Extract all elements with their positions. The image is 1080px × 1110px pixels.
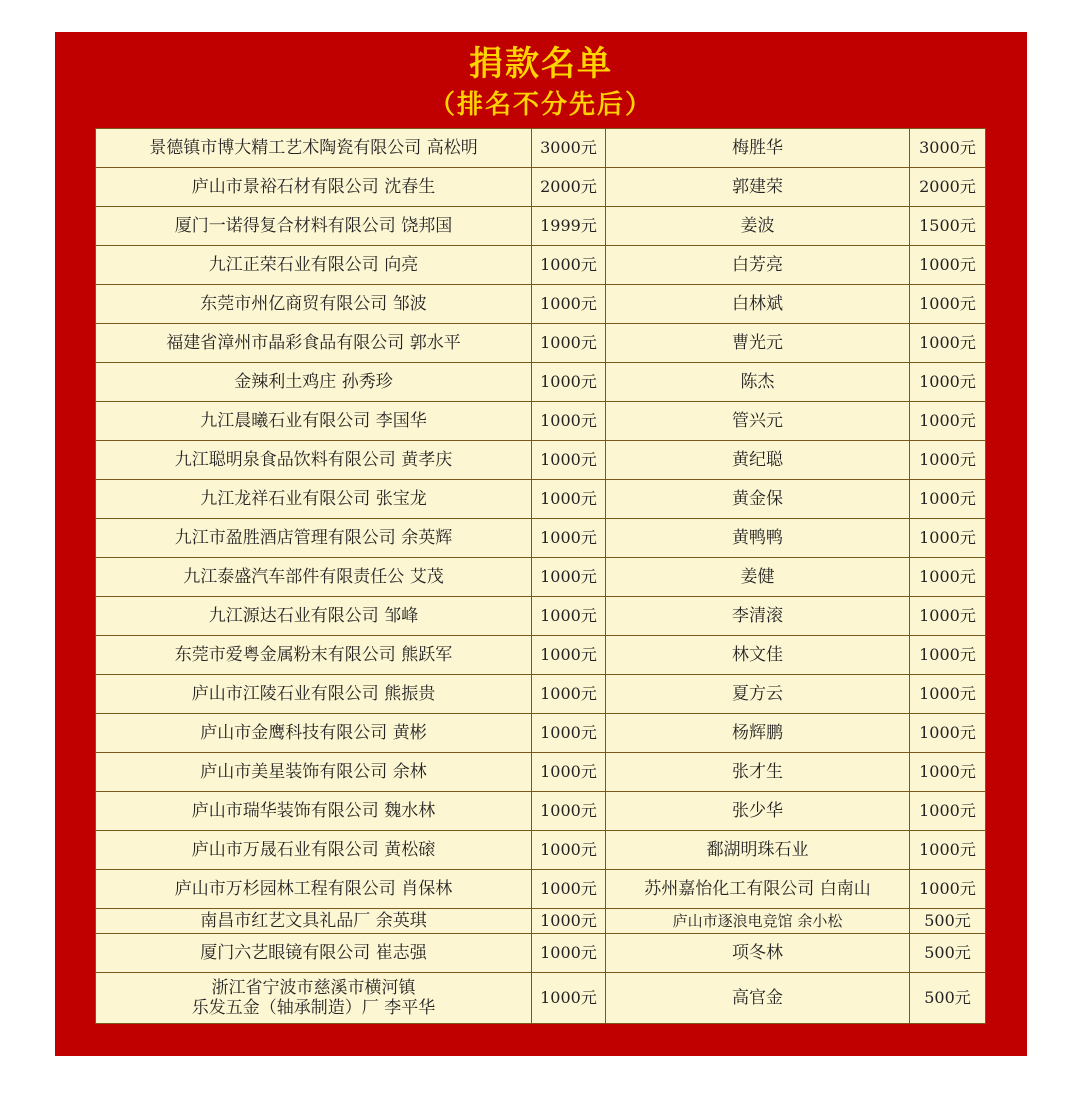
table-row: [96, 168, 986, 207]
table-row: [96, 441, 986, 480]
donation-amount-right: 1000元: [910, 246, 986, 285]
donation-amount-left: 1000元: [532, 597, 606, 636]
donor-name-left: 庐山市景裕石材有限公司 沈春生: [96, 168, 532, 207]
donation-amount-right: 1000元: [910, 870, 986, 909]
donation-board: [55, 32, 1027, 1056]
table-row: [96, 207, 986, 246]
donor-name-right: 林文佳: [606, 636, 910, 675]
page-title: 捐款名单: [469, 44, 613, 84]
table-row: [96, 402, 986, 441]
donation-amount-left: 1000元: [532, 363, 606, 402]
donor-name-right: 苏州嘉怡化工有限公司 白南山: [606, 870, 910, 909]
table-row: [96, 973, 986, 1024]
donation-amount-left: 1000元: [532, 714, 606, 753]
table-row: [96, 636, 986, 675]
donor-name-right: 黄纪聪: [606, 441, 910, 480]
donation-amount-left: 1000元: [532, 324, 606, 363]
table-row: [96, 597, 986, 636]
donor-name-left: 金辣利土鸡庄 孙秀珍: [96, 363, 532, 402]
donor-name-left: 九江晨曦石业有限公司 李国华: [96, 402, 532, 441]
donation-amount-left: 1000元: [532, 441, 606, 480]
donation-amount-right: 1000元: [910, 675, 986, 714]
donor-name-right: 管兴元: [606, 402, 910, 441]
donor-name-left: 庐山市瑞华装饰有限公司 魏水林: [96, 792, 532, 831]
donation-amount-right: 1000元: [910, 324, 986, 363]
donor-name-left: 东莞市州亿商贸有限公司 邹波: [96, 285, 532, 324]
table-row: [96, 519, 986, 558]
table-row: [96, 480, 986, 519]
donor-name-left-line1: 浙江省宁波市慈溪市横河镇: [211, 978, 416, 998]
donation-amount-right: 1000元: [910, 636, 986, 675]
table-row: [96, 934, 986, 973]
donor-name-left: 九江泰盛汽车部件有限责任公 艾茂: [96, 558, 532, 597]
donor-name-right: 鄱湖明珠石业: [606, 831, 910, 870]
donor-name-right: 黄金保: [606, 480, 910, 519]
donor-name-right: 白林斌: [606, 285, 910, 324]
donation-amount-left: 1000元: [532, 675, 606, 714]
donor-name-left: 九江源达石业有限公司 邹峰: [96, 597, 532, 636]
donor-name-left: 庐山市万杉园林工程有限公司 肖保林: [96, 870, 532, 909]
table-row: [96, 558, 986, 597]
table-row: [96, 285, 986, 324]
donation-amount-left: 2000元: [532, 168, 606, 207]
page-subtitle: （排名不分先后）: [428, 90, 653, 120]
donation-amount-left: 1000元: [532, 558, 606, 597]
donor-name-right: 庐山市逐浪电竞馆 余小松: [606, 909, 910, 934]
table-row: [96, 753, 986, 792]
donor-name-left: 福建省漳州市晶彩食品有限公司 郭水平: [96, 324, 532, 363]
donor-name-left: 庐山市江陵石业有限公司 熊振贵: [96, 675, 532, 714]
table-row: [96, 363, 986, 402]
donation-amount-right: 1000元: [910, 753, 986, 792]
donation-amount-left: 1000元: [532, 480, 606, 519]
donor-name-left: 九江龙祥石业有限公司 张宝龙: [96, 480, 532, 519]
donation-amount-right: 500元: [910, 934, 986, 973]
table-row: [96, 129, 986, 168]
donor-name-left: 厦门六艺眼镜有限公司 崔志强: [96, 934, 532, 973]
donor-name-left: [96, 973, 532, 1024]
donation-amount-right: 1000元: [910, 831, 986, 870]
donor-name-right: 夏方云: [606, 675, 910, 714]
donor-name-right: 杨辉鹏: [606, 714, 910, 753]
donor-name-left: 南昌市红艺文具礼品厂 余英琪: [96, 909, 532, 934]
donation-amount-right: 2000元: [910, 168, 986, 207]
donation-amount-left: 1000元: [532, 246, 606, 285]
donation-amount-right: 1000元: [910, 714, 986, 753]
donation-amount-left: 1999元: [532, 207, 606, 246]
donor-name-right: 姜波: [606, 207, 910, 246]
donation-amount-left: 1000元: [532, 831, 606, 870]
table-row: [96, 909, 986, 934]
donor-name-right: 陈杰: [606, 363, 910, 402]
donor-name-right: 李清滚: [606, 597, 910, 636]
donation-amount-right: 1000元: [910, 402, 986, 441]
donor-name-left: 厦门一诺得复合材料有限公司 饶邦国: [96, 207, 532, 246]
donor-name-right: 张少华: [606, 792, 910, 831]
donation-amount-left: 1000元: [532, 753, 606, 792]
donation-amount-left: 1000元: [532, 285, 606, 324]
donation-amount-right: 1000元: [910, 441, 986, 480]
donor-name-left: 九江聪明泉食品饮料有限公司 黄孝庆: [96, 441, 532, 480]
donor-name-right: 张才生: [606, 753, 910, 792]
donation-amount-left: 1000元: [532, 870, 606, 909]
table-row: [96, 792, 986, 831]
donation-amount-left: 1000元: [532, 909, 606, 934]
donor-name-right: 白芳亮: [606, 246, 910, 285]
donation-amount-right: 1500元: [910, 207, 986, 246]
table-row: [96, 324, 986, 363]
donation-amount-left: 1000元: [532, 636, 606, 675]
table-row: [96, 675, 986, 714]
donation-amount-left: 1000元: [532, 402, 606, 441]
donor-name-left: 九江市盈胜酒店管理有限公司 余英辉: [96, 519, 532, 558]
donor-name-left: 庐山市万晟石业有限公司 黄松磙: [96, 831, 532, 870]
donor-name-right: 梅胜华: [606, 129, 910, 168]
donation-amount-left: 1000元: [532, 934, 606, 973]
donation-amount-left: 1000元: [532, 519, 606, 558]
donation-table: [95, 128, 986, 1024]
donor-name-right: 项冬林: [606, 934, 910, 973]
donation-amount-right: 1000元: [910, 519, 986, 558]
donor-name-right: 高官金: [606, 973, 910, 1024]
donation-amount-right: 1000元: [910, 480, 986, 519]
donation-amount-right: 1000元: [910, 597, 986, 636]
donor-name-right: 黄鸭鸭: [606, 519, 910, 558]
donation-amount-right: 1000元: [910, 285, 986, 324]
donor-name-left: 东莞市爱粤金属粉末有限公司 熊跃军: [96, 636, 532, 675]
donation-amount-right: 500元: [910, 973, 986, 1024]
donation-amount-right: 3000元: [910, 129, 986, 168]
donor-name-left: 庐山市美星装饰有限公司 余林: [96, 753, 532, 792]
donor-name-right: 曹光元: [606, 324, 910, 363]
table-row: [96, 870, 986, 909]
donation-amount-right: 500元: [910, 909, 986, 934]
donor-name-left: 景德镇市博大精工艺术陶瓷有限公司 高松明: [96, 129, 532, 168]
table-row: [96, 831, 986, 870]
donation-amount-right: 1000元: [910, 363, 986, 402]
donation-amount-left: 3000元: [532, 129, 606, 168]
table-row: [96, 714, 986, 753]
donor-name-right: 郭建荣: [606, 168, 910, 207]
donor-name-left: 庐山市金鹰科技有限公司 黄彬: [96, 714, 532, 753]
donor-name-left-line2: 乐发五金（轴承制造）厂 李平华: [191, 998, 436, 1018]
donation-amount-left: 1000元: [532, 792, 606, 831]
donation-amount-right: 1000元: [910, 558, 986, 597]
donor-name-left: 九江正荣石业有限公司 向亮: [96, 246, 532, 285]
donation-amount-left: 1000元: [532, 973, 606, 1024]
table-row: [96, 246, 986, 285]
donor-name-right: 姜健: [606, 558, 910, 597]
donation-amount-right: 1000元: [910, 792, 986, 831]
